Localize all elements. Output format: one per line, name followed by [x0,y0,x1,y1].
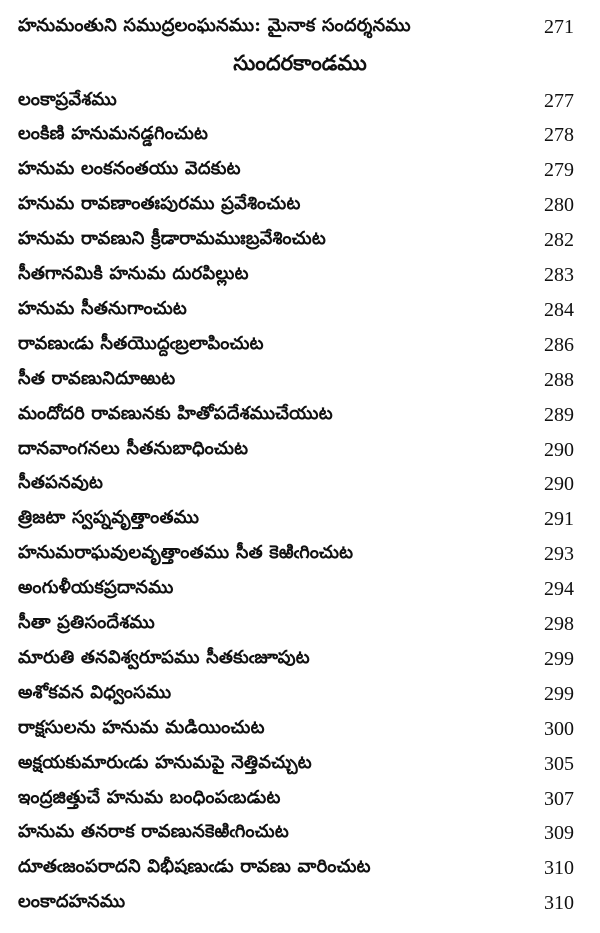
toc-entry-title: సీత రావణునిదూఱుట [18,367,176,389]
toc-entry-page-number: 300 [544,717,574,740]
toc-entry-page-number: 307 [544,787,574,810]
toc-entry [18,538,578,572]
toc-entry-title: హనుమ రావణుని క్రీడారామముఃబ్రవేశించుట [18,228,326,250]
toc-entry-page-number: 277 [544,89,574,112]
toc-entry [18,293,578,327]
toc-entry [18,398,578,432]
toc-entry-page-number: 298 [544,613,574,635]
toc-entry-page-number: 288 [544,368,574,391]
toc-entry [18,573,578,607]
toc-entry-title: మందోదరి రావణునకు హితోపదేశముచేయుట [18,402,333,424]
toc-entry-title: సీతపనవుట [18,472,104,494]
toc-entry-previous [18,10,578,44]
toc-entry-title: ఇంద్రజిత్తుచే హనుమ బంధింపఁబడుట [18,786,281,808]
toc-entry [18,189,578,223]
toc-entry-title: హనుమ లంకనంతయు వెదకుట [18,158,241,180]
toc-entry [18,608,578,642]
toc-entry [18,84,578,118]
toc-entry-page-number: 299 [544,682,574,705]
toc-entry [18,433,578,467]
toc-entry [18,503,578,537]
toc-entry [18,328,578,362]
toc-entry-title: అక్షయకుమారుఁడు హనుమపై నెత్తివచ్చుట [18,751,312,773]
toc-entry-title: దానవాంగనలు సీతనుబాధించుట [18,437,249,459]
toc-entry [18,817,578,851]
toc-entry-page-number: 310 [544,857,574,880]
toc-entry-title: సీతా ప్రతిసందేశము [18,612,155,633]
toc-entry-page-number: 282 [544,229,574,252]
toc-entry [18,224,578,258]
toc-entry-title: లంకాదహనము [18,891,126,913]
toc-entry [18,642,578,676]
toc-entry [18,363,578,397]
toc-entry [18,852,578,886]
toc-entry-page-number: 271 [544,15,574,38]
toc-entry-page-number: 280 [544,194,574,217]
toc-entry [18,154,578,188]
toc-entry-page-number: 283 [544,264,574,286]
toc-entry-title: అశోకవన విధ్వంసము [18,681,172,703]
toc-entry-page-number: 289 [544,403,574,426]
toc-entry [18,259,578,293]
toc-entry-title: హనుమ తనరాక రావణునకెఱిఁగించుట [18,821,289,843]
toc-entry [18,887,578,921]
toc-entry-page-number: 290 [544,438,574,461]
toc-entry-title: దూతఁజంపరాదని విభీషణుఁడు రావణు వారించుట [18,856,371,878]
toc-entry-page-number: 310 [544,892,574,915]
toc-entry-title: రావణుఁడు సీతయొద్దఁబ్రలాపించుట [18,332,264,354]
toc-entry-title: హనుమంతుని సముద్రలంఘనము: మైనాక సందర్శనము [18,14,411,36]
toc-entry-page-number: 290 [544,473,574,496]
toc-entry-title: సీతగానమికి హనుమ దురపిల్లుట [18,263,249,284]
toc-entry-title: లంకిణి హనుమనడ్డగించుట [18,123,209,145]
toc-entry-title: హనుమ రావణాంతఃపురము ప్రవేశించుట [18,193,301,215]
toc-entry-page-number: 299 [544,647,574,670]
toc-entry-title: లంకాప్రవేశము [18,88,117,110]
toc-entry [18,747,578,781]
toc-entry [18,119,578,153]
toc-entry-title: హనుమ సీతనుగాంచుట [18,297,188,319]
toc-entry-title: మారుతి తనవిశ్వరూపము సీతకుఁజూపుట [18,646,310,668]
toc-entry [18,677,578,711]
toc-entry-title: అంగుళీయకప్రదానము [18,577,174,599]
toc-entry-page-number: 293 [544,543,574,566]
toc-entry [18,712,578,746]
toc-entry-page-number: 284 [544,298,574,321]
toc-entry-page-number: 305 [544,752,574,775]
toc-entry-page-number: 294 [544,578,574,601]
toc-entry-page-number: 309 [544,822,574,845]
toc-entry [18,468,578,502]
toc-entry-page-number: 279 [544,159,574,182]
toc-entry-page-number: 291 [544,508,574,531]
section-heading: సుందరకాండము [233,50,367,75]
toc-entry-title: త్రిజటా స్వప్నవృత్తాంతము [18,507,200,529]
toc-entry-page-number: 278 [544,124,574,147]
toc-entry-title: హనుమరాఘవులవృత్తాంతము సీత కెఱిఁగించుట [18,542,354,564]
toc-entry-page-number: 286 [544,333,574,356]
toc-entry-title: రాక్షసులను హనుమ మడియించుట [18,716,265,738]
toc-entry [18,782,578,816]
